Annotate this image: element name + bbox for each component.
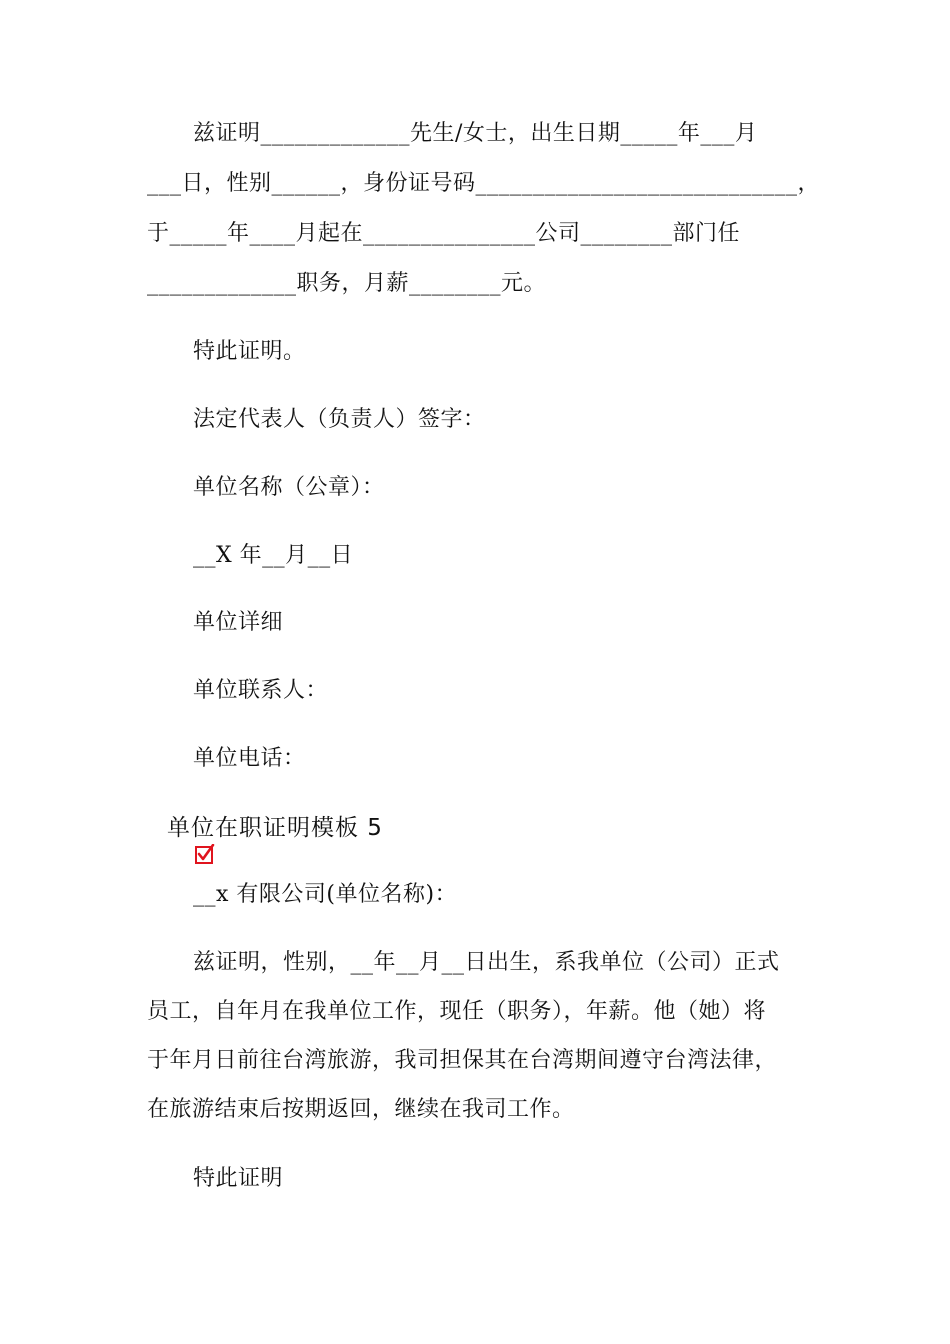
- unit-phone-label: 单位电话：: [193, 746, 306, 771]
- certificate-paragraph-line-2: ___日，性别______，身份证号码____________________________，: [147, 171, 821, 196]
- certificate-paragraph-line-1: 兹证明_____________先生/女士，出生日期_____年___月: [193, 121, 758, 146]
- certificate-paragraph-line-4: _____________职务，月薪________元。: [147, 271, 547, 296]
- checkbox-checked-icon: [145, 818, 165, 838]
- closing-text: 特此证明。: [193, 339, 306, 364]
- unit-detail-label: 单位详细: [193, 610, 284, 635]
- body-line-3: 于年月日前往台湾旅游，我司担保其在台湾期间遵守台湾法律，: [147, 1048, 778, 1073]
- body-line-2: 员工，自年月在我单位工作，现任（职务），年薪。他（她）将: [147, 999, 767, 1024]
- section-title: 单位在职证明模板 5: [167, 814, 383, 841]
- body-line-1: 兹证明，性别，__年__月__日出生，系我单位（公司）正式: [193, 950, 780, 975]
- unit-name-label: 单位名称（公章）：: [193, 475, 385, 500]
- addressee-line: __x 有限公司(单位名称)：: [193, 882, 458, 907]
- unit-contact-label: 单位联系人：: [193, 678, 329, 703]
- date-line: __X 年__月__日: [193, 543, 354, 568]
- body-line-4: 在旅游结束后按期返回，继续在我司工作。: [147, 1097, 575, 1122]
- certificate-paragraph-line-3: 于_____年____月起在_______________公司________部门任: [147, 221, 741, 246]
- section-heading: [145, 808, 383, 842]
- closing-text-2: 特此证明: [193, 1166, 284, 1191]
- signature-label: 法定代表人（负责人）签字：: [193, 407, 486, 432]
